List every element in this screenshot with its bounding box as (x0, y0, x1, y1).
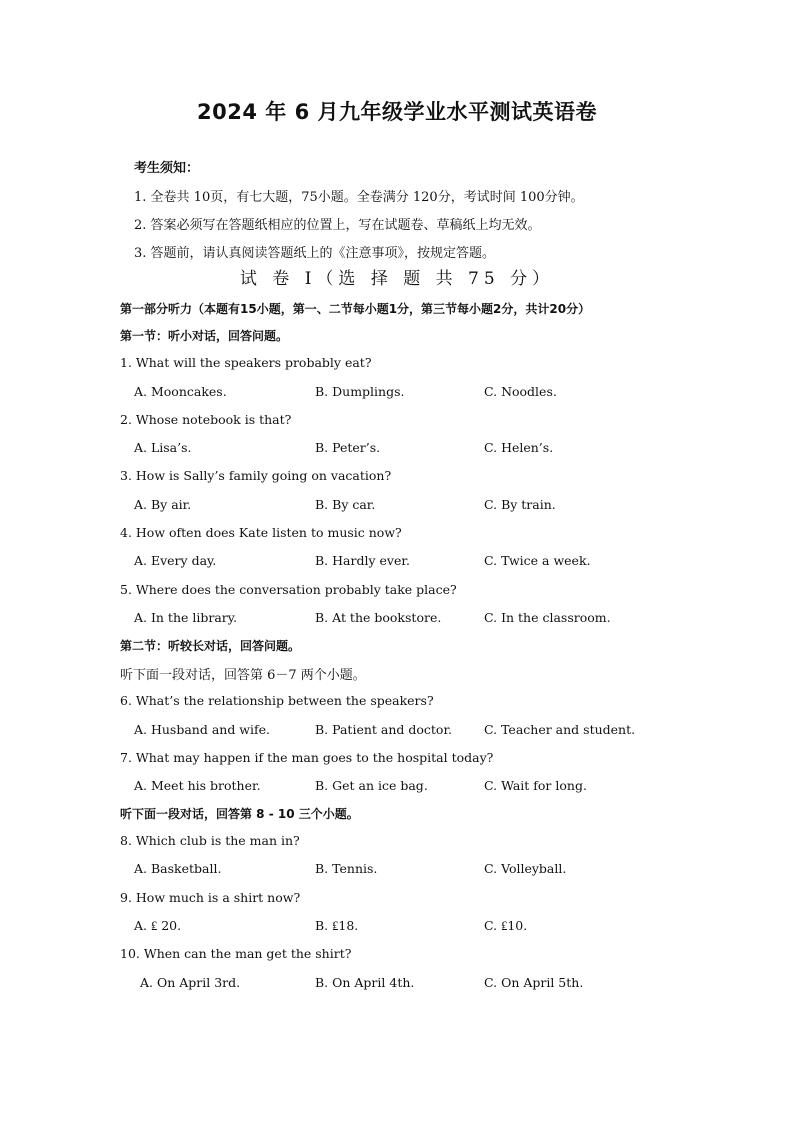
question-3: 3. How is Sally’s family going on vacation? (120, 468, 392, 483)
q7-option-b: B. Get an ice bag. (315, 778, 428, 793)
q1-option-c: C. Noodles. (484, 384, 557, 399)
question-6: 6. What’s the relationship between the speakers? (120, 693, 434, 708)
exam-title: 2024 年 6 月九年级学业水平测试英语卷 (197, 100, 597, 124)
notice-item-2: 2. 答案必须写在答题纸相应的位置上，写在试题卷、草稿纸上均无效。 (134, 218, 541, 233)
notice-heading: 考生须知： (134, 161, 200, 176)
q4-option-b: B. Hardly ever. (315, 553, 410, 568)
paper-part-title: 试 卷 I（选 择 题 共 75 分） (239, 269, 555, 289)
question-5: 5. Where does the conversation probably take place? (120, 582, 457, 597)
q8-option-b: B. Tennis. (315, 861, 378, 876)
q10-option-c: C. On April 5th. (484, 975, 584, 990)
question-2: 2. Whose notebook is that? (120, 412, 292, 427)
instruction-q6-7: 听下面一段对话，回答第 6－7 两个小题。 (120, 668, 366, 683)
q5-option-a: A. In the library. (134, 610, 238, 625)
q5-option-b: B. At the bookstore. (315, 610, 442, 625)
question-7: 7. What may happen if the man goes to the hospital today? (120, 750, 494, 765)
q9-option-b: B. ₤18. (315, 918, 359, 933)
q8-option-c: C. Volleyball. (484, 861, 567, 876)
q1-option-b: B. Dumplings. (315, 384, 405, 399)
q2-option-c: C. Helen’s. (484, 440, 554, 455)
listening-part-heading: 第一部分听力（本题有15小题，第一、二节每小题1分，第三节每小题2分，共计20分） (120, 302, 591, 316)
q8-option-a: A. Basketball. (134, 861, 222, 876)
q5-option-c: C. In the classroom. (484, 610, 611, 625)
question-9: 9. How much is a shirt now? (120, 890, 301, 905)
q10-option-b: B. On April 4th. (315, 975, 415, 990)
q4-option-a: A. Every day. (134, 553, 217, 568)
q4-option-c: C. Twice a week. (484, 553, 591, 568)
q1-option-a: A. Mooncakes. (134, 384, 227, 399)
question-4: 4. How often does Kate listen to music now? (120, 525, 402, 540)
q7-option-c: C. Wait for long. (484, 778, 587, 793)
notice-item-1: 1. 全卷共 10页，有七大题，75小题。全卷满分 120分，考试时间 100分钟。 (134, 190, 584, 205)
q9-option-a: A. ₤ 20. (134, 918, 182, 933)
section-1-heading: 第一节：听小对话，回答问题。 (120, 329, 289, 343)
instruction-q8-10: 听下面一段对话，回答第 8 - 10 三个小题。 (120, 807, 359, 821)
q3-option-a: A. By air. (134, 497, 192, 512)
question-8: 8. Which club is the man in? (120, 833, 300, 848)
q2-option-a: A. Lisa’s. (134, 440, 192, 455)
q6-option-a: A. Husband and wife. (134, 722, 270, 737)
q3-option-c: C. By train. (484, 497, 556, 512)
notice-item-3: 3. 答题前，请认真阅读答题纸上的《注意事项》，按规定答题。 (134, 246, 496, 261)
q6-option-c: C. Teacher and student. (484, 722, 636, 737)
question-10: 10. When can the man get the shirt? (120, 946, 352, 961)
q2-option-b: B. Peter’s. (315, 440, 381, 455)
q10-option-a: A. On April 3rd. (140, 975, 241, 990)
q6-option-b: B. Patient and doctor. (315, 722, 453, 737)
question-1: 1. What will the speakers probably eat? (120, 355, 372, 370)
q7-option-a: A. Meet his brother. (134, 778, 261, 793)
q9-option-c: C. ₤10. (484, 918, 528, 933)
section-2-heading: 第二节：听较长对话，回答问题。 (120, 639, 301, 653)
q3-option-b: B. By car. (315, 497, 376, 512)
